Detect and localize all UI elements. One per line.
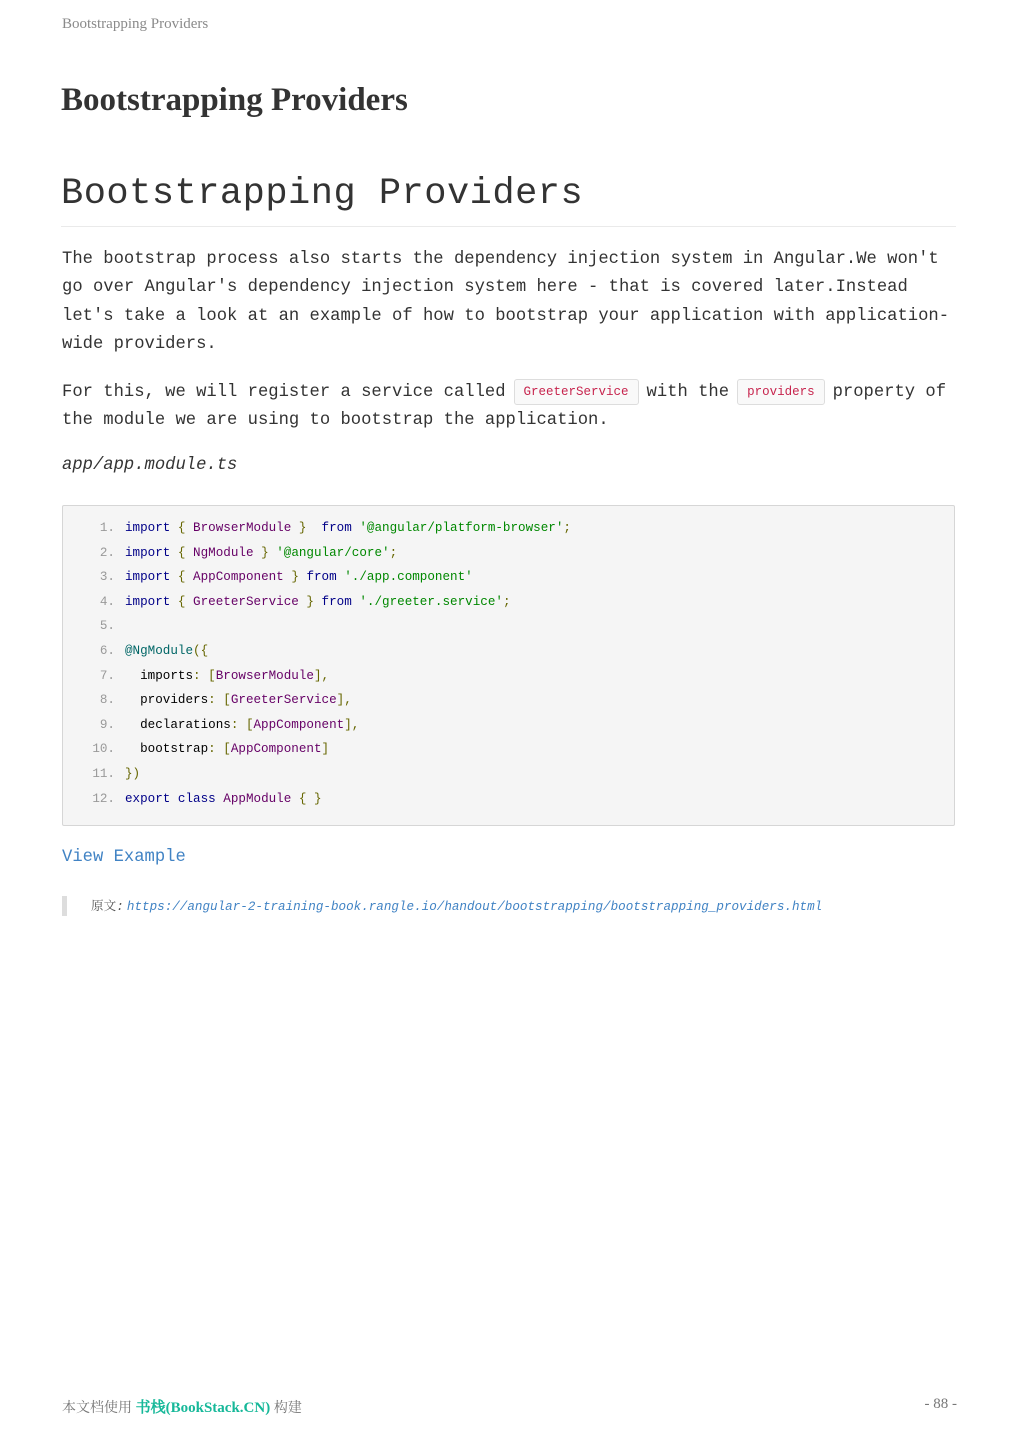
line-number: 10.	[92, 742, 115, 757]
code-token	[291, 521, 299, 535]
code-token: './greeter.service'	[359, 594, 503, 609]
code-token: ],	[336, 693, 352, 708]
code-line	[63, 666, 329, 686]
code-token: }	[261, 545, 269, 560]
code-token	[185, 546, 193, 560]
page-number: - 88 -	[924, 1396, 957, 1412]
code-token	[170, 521, 178, 535]
footer-credit	[62, 1396, 302, 1417]
footer-brand-link[interactable]: 书栈(BookStack.CN)	[135, 1400, 271, 1416]
code-token: ;	[563, 521, 571, 535]
code-token: './app.component'	[344, 570, 473, 585]
code-token: '@angular/core'	[276, 545, 390, 560]
code-token: }	[314, 791, 322, 806]
code-filename: app/app.module.ts	[62, 456, 238, 475]
code-token: from	[321, 594, 352, 609]
footer-prefix: 本文档使用	[62, 1400, 132, 1416]
code-line	[63, 543, 397, 563]
code-line	[63, 592, 511, 612]
line-number: 9.	[99, 717, 115, 732]
code-token	[306, 792, 314, 806]
code-token: AppComponent	[230, 742, 322, 757]
code-token: {	[177, 521, 186, 535]
source-colon: :	[116, 900, 124, 914]
code-token: GreeterService	[193, 594, 299, 609]
code-token: bootstrap	[125, 742, 209, 757]
code-token: }	[298, 521, 307, 535]
code-token: from	[306, 570, 337, 585]
code-token: BrowserModule	[193, 521, 292, 535]
code-line	[63, 789, 322, 809]
line-number: 5.	[99, 619, 115, 634]
code-token	[170, 570, 178, 584]
providers-paragraph-text-2: with the	[646, 383, 730, 402]
source-url-link[interactable]: https://angular-2-training-book.rangle.io/handout/bootstrapping/bootstrapping_providers.html	[126, 900, 823, 914]
line-number: 6.	[99, 644, 115, 658]
code-token: :	[208, 742, 216, 757]
code-token	[291, 792, 299, 806]
code-token: {	[177, 594, 186, 609]
code-token: :	[230, 717, 239, 732]
code-line	[63, 739, 329, 759]
providers-paragraph	[62, 379, 957, 436]
code-token: BrowserModule	[215, 668, 314, 683]
code-token: :	[208, 693, 216, 708]
code-token: imports	[125, 668, 194, 683]
code-line	[63, 715, 359, 735]
code-token	[238, 718, 246, 732]
code-token: [	[223, 742, 231, 757]
line-number: 2.	[99, 545, 115, 560]
code-token: })	[125, 767, 141, 781]
code-line	[63, 616, 125, 636]
line-number: 11.	[92, 767, 115, 781]
code-token: NgModule	[193, 545, 254, 560]
code-token: from	[321, 521, 352, 535]
code-token: import	[125, 594, 171, 609]
code-token: import	[125, 545, 171, 560]
code-token: }	[291, 570, 299, 585]
code-line	[63, 690, 352, 710]
code-token	[306, 521, 321, 535]
code-line	[63, 567, 473, 587]
code-token: AppComponent	[253, 717, 345, 732]
line-number: 1.	[99, 521, 115, 535]
code-token: '@angular/platform-browser'	[359, 521, 564, 535]
code-token	[254, 546, 262, 560]
code-token: ;	[502, 594, 511, 609]
code-token	[185, 595, 193, 609]
code-token: ({	[193, 644, 209, 658]
code-token	[185, 521, 193, 535]
line-number: 12.	[92, 791, 115, 806]
code-token: export	[125, 791, 171, 806]
code-token: {	[298, 791, 307, 806]
footer-suffix: 构建	[273, 1400, 302, 1416]
source-blockquote	[62, 896, 957, 916]
code-token: class	[177, 791, 216, 806]
code-token: [	[223, 693, 231, 708]
chapter-title: Bootstrapping Providers	[61, 82, 408, 118]
code-token	[314, 595, 322, 609]
code-token	[170, 792, 178, 806]
line-number: 7.	[99, 668, 115, 683]
code-line	[63, 641, 208, 661]
code-token: AppComponent	[193, 570, 284, 585]
code-token: AppModule	[223, 791, 292, 806]
code-token: providers	[125, 693, 209, 708]
providers-paragraph-text-3: property of the module we are using to bootstrap the application.	[62, 383, 947, 431]
code-token: import	[125, 521, 171, 535]
inline-code-providers: providers	[737, 379, 825, 405]
code-token	[170, 546, 178, 560]
code-token: [	[208, 668, 216, 683]
line-number: 4.	[99, 594, 115, 609]
code-token	[185, 570, 193, 584]
code-block	[62, 505, 955, 826]
source-label: 原文	[91, 898, 117, 913]
code-line	[63, 518, 571, 538]
code-token: }	[306, 594, 314, 609]
inline-code-greeter-service: GreeterService	[514, 379, 639, 405]
intro-paragraph: The bootstrap process also starts the dependency injection system in Angular.We won't go over Angular's dependency injection system here - that is covered later.Instead let's take a look at an example of how to bootstrap your application with application-wide providers.	[62, 250, 950, 354]
code-token: ],	[344, 717, 360, 732]
code-token: ],	[313, 668, 330, 683]
section-title: Bootstrapping Providers	[61, 170, 956, 227]
code-line	[63, 764, 140, 784]
running-header: Bootstrapping Providers	[62, 16, 209, 32]
code-token: :	[193, 668, 201, 683]
code-token	[170, 595, 178, 609]
code-token: import	[125, 570, 171, 585]
providers-paragraph-text-1: For this, we will register a service called	[62, 383, 506, 402]
code-token: declarations	[125, 717, 231, 732]
code-token: {	[177, 570, 186, 585]
code-token: ;	[389, 545, 398, 560]
code-token: [	[245, 717, 254, 732]
code-token: GreeterService	[230, 693, 337, 708]
line-number: 8.	[99, 693, 115, 708]
line-number: 3.	[99, 570, 115, 585]
view-example-link[interactable]: View Example	[62, 848, 186, 867]
code-token: {	[177, 545, 186, 560]
code-token: ]	[321, 742, 330, 757]
code-token: @NgModule	[125, 644, 194, 658]
